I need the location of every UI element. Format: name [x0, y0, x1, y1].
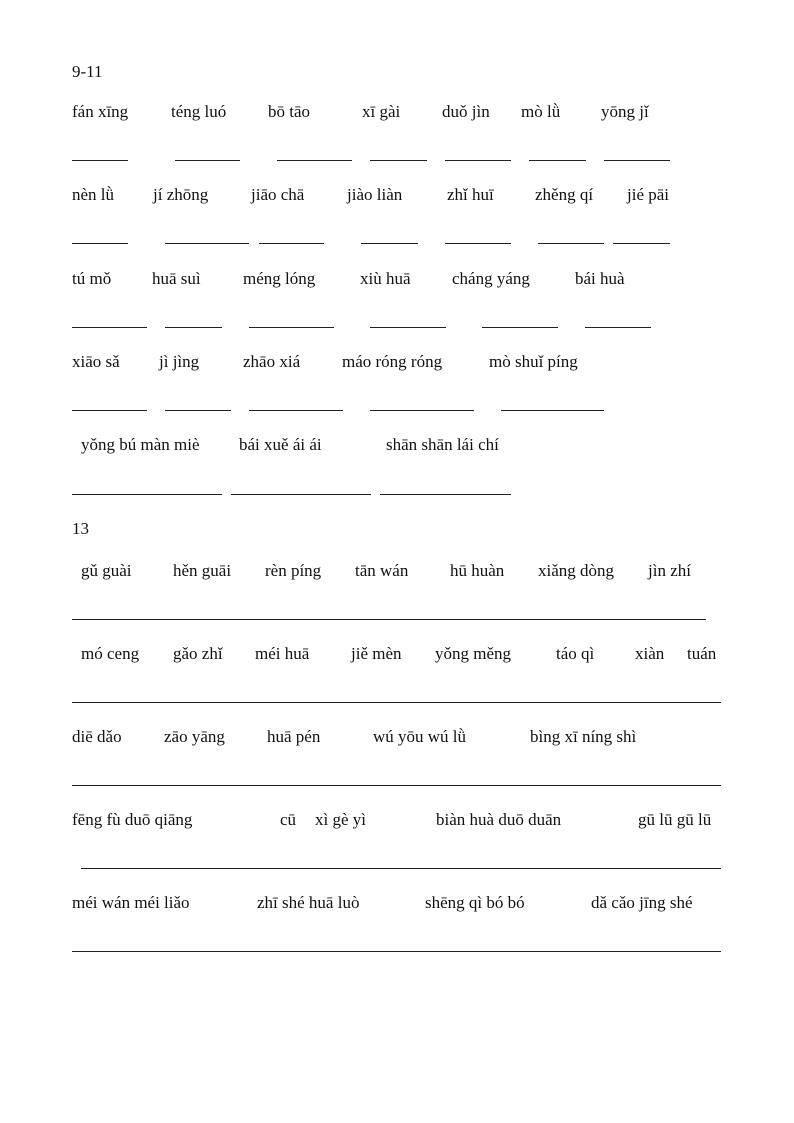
pinyin-word: méi huā	[255, 644, 310, 663]
pinyin-word: jiāo chā	[251, 185, 305, 204]
pinyin-word: méng lóng	[243, 269, 316, 288]
pinyin-phrase: xì gè yì	[315, 810, 366, 829]
pinyin-word: huā suì	[152, 269, 201, 288]
answer-blank[interactable]	[370, 327, 446, 328]
pinyin-word: táo qì	[556, 644, 595, 663]
answer-blank[interactable]	[72, 327, 147, 328]
answer-blank[interactable]	[370, 410, 474, 411]
answer-line[interactable]	[72, 702, 721, 703]
answer-blank[interactable]	[361, 243, 418, 244]
answer-blank[interactable]	[259, 243, 324, 244]
pinyin-phrase: shēng qì bó bó	[425, 893, 525, 912]
answer-blank[interactable]	[445, 160, 511, 161]
answer-blank[interactable]	[175, 160, 240, 161]
answer-blank[interactable]	[380, 494, 511, 495]
pinyin-word: jié pāi	[627, 185, 670, 204]
pinyin-word: xiù huā	[360, 269, 411, 288]
section-heading-9-11: 9-11	[72, 62, 103, 81]
answer-line[interactable]	[81, 868, 721, 869]
answer-blank[interactable]	[501, 410, 604, 411]
pinyin-word: bō tāo	[268, 102, 311, 121]
pinyin-word: jiào liàn	[347, 185, 403, 204]
answer-blank[interactable]	[482, 327, 558, 328]
pinyin-word: máo róng róng	[342, 352, 443, 371]
pinyin-word: diē dǎo	[72, 727, 122, 746]
pinyin-phrase: shān shān lái chí	[386, 435, 499, 454]
pinyin-phrase: gū lū gū lū	[638, 810, 712, 829]
pinyin-word: fán xīng	[72, 102, 129, 121]
pinyin-word: huā pén	[267, 727, 321, 746]
answer-blank[interactable]	[72, 243, 128, 244]
pinyin-word: xiàn	[635, 644, 665, 663]
pinyin-phrase: wú yōu wú lǜ	[373, 727, 467, 746]
answer-blank[interactable]	[165, 327, 222, 328]
answer-blank[interactable]	[277, 160, 352, 161]
answer-blank[interactable]	[72, 410, 147, 411]
pinyin-word: zhěng qí	[535, 185, 594, 204]
pinyin-word: mò shuǐ píng	[489, 352, 578, 371]
answer-blank[interactable]	[585, 327, 651, 328]
pinyin-word: zhǐ huī	[447, 185, 494, 204]
pinyin-word: hěn guāi	[173, 561, 232, 580]
answer-line[interactable]	[72, 785, 721, 786]
pinyin-word: zāo yāng	[164, 727, 225, 746]
answer-line[interactable]	[72, 619, 706, 620]
pinyin-word: cháng yáng	[452, 269, 530, 288]
answer-blank[interactable]	[165, 410, 231, 411]
pinyin-word: yōng jǐ	[601, 102, 649, 121]
pinyin-word: téng luó	[171, 102, 227, 121]
answer-blank[interactable]	[249, 327, 334, 328]
pinyin-word: duǒ jìn	[442, 102, 490, 121]
answer-blank[interactable]	[231, 494, 371, 495]
pinyin-word: rèn píng	[265, 561, 322, 580]
pinyin-word: nèn lǜ	[72, 185, 115, 204]
pinyin-word: xiāo sǎ	[72, 352, 120, 371]
pinyin-word: jì jìng	[159, 352, 200, 371]
section-heading-13: 13	[72, 519, 89, 538]
pinyin-word: jí zhōng	[153, 185, 209, 204]
answer-line[interactable]	[72, 951, 721, 952]
pinyin-word: hū huàn	[450, 561, 505, 580]
answer-blank[interactable]	[165, 243, 249, 244]
pinyin-word: tān wán	[355, 561, 409, 580]
pinyin-word: tú mǒ	[72, 269, 112, 288]
answer-blank[interactable]	[529, 160, 586, 161]
pinyin-word: tuán	[687, 644, 717, 663]
pinyin-word: bái huà	[575, 269, 625, 288]
answer-blank[interactable]	[538, 243, 604, 244]
pinyin-phrase: yǒng bú màn miè	[81, 435, 200, 454]
pinyin-word: jìn zhí	[648, 561, 691, 580]
pinyin-word: jiě mèn	[351, 644, 402, 663]
pinyin-phrase: bái xuě ái ái	[239, 435, 322, 454]
answer-blank[interactable]	[72, 160, 128, 161]
pinyin-word: xiǎng dòng	[538, 561, 615, 580]
pinyin-phrase: dǎ cǎo jīng shé	[591, 893, 693, 912]
pinyin-word: gǎo zhǐ	[173, 644, 223, 663]
pinyin-word: cū	[280, 810, 297, 829]
pinyin-phrase: zhī shé huā luò	[257, 893, 360, 912]
pinyin-word: yǒng měng	[435, 644, 512, 663]
answer-blank[interactable]	[445, 243, 511, 244]
pinyin-word: mó ceng	[81, 644, 140, 663]
pinyin-phrase: bìng xī níng shì	[530, 727, 637, 746]
pinyin-phrase: fēng fù duō qiāng	[72, 810, 193, 829]
answer-blank[interactable]	[370, 160, 427, 161]
answer-blank[interactable]	[604, 160, 670, 161]
pinyin-word: xī gài	[362, 102, 401, 121]
pinyin-word: zhāo xiá	[243, 352, 301, 371]
answer-blank[interactable]	[249, 410, 343, 411]
answer-blank[interactable]	[72, 494, 222, 495]
answer-blank[interactable]	[613, 243, 670, 244]
pinyin-word: mò lǜ	[521, 102, 561, 121]
pinyin-word: gǔ guài	[81, 561, 132, 580]
pinyin-phrase: méi wán méi liǎo	[72, 893, 190, 912]
pinyin-phrase: biàn huà duō duān	[436, 810, 562, 829]
